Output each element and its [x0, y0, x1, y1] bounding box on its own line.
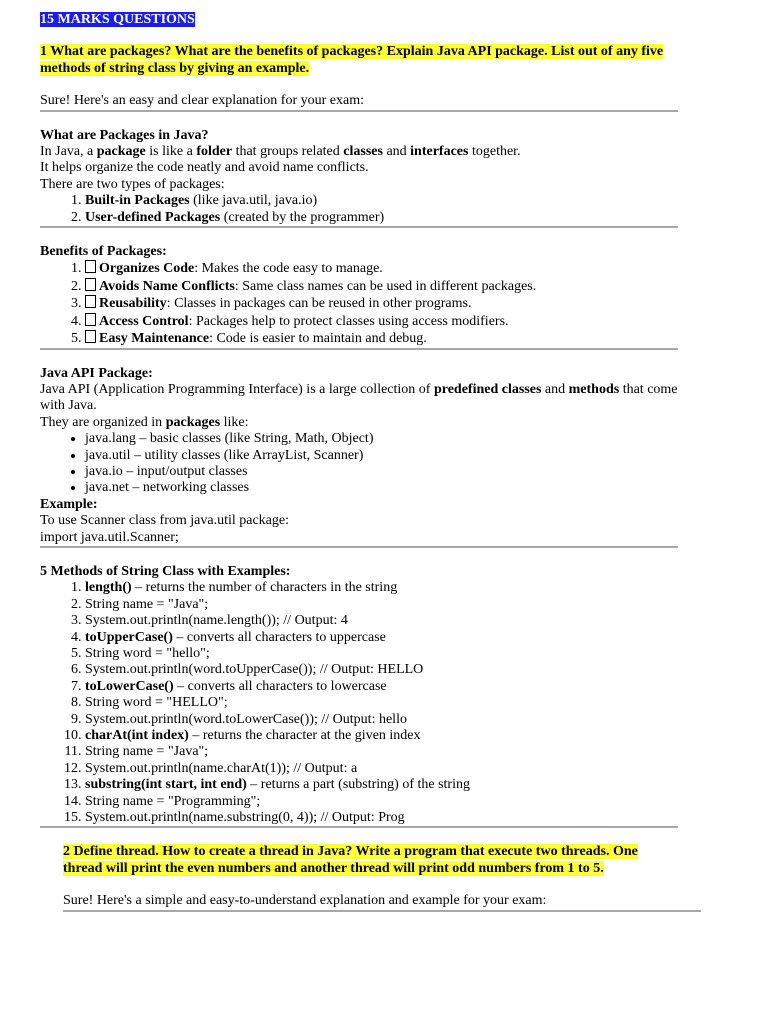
list-item: 12. System.out.println(name.charAt(1)); // Output: a [85, 761, 680, 777]
example-line-1: To use Scanner class from java.util package: [40, 513, 289, 529]
list-item: 3. Reusability: Classes in packages can be reused in other programs. [85, 295, 680, 312]
list-item: 5. Easy Maintenance: Code is easier to maintain and debug. [85, 330, 680, 347]
intro-2: Sure! Here's a simple and easy-to-understand explanation and example for your exam: [63, 893, 547, 909]
list-item: 15. System.out.println(name.substring(0, 4)); // Output: Prog [85, 810, 680, 826]
list-item: • java.util – utility classes (like ArrayList, Scanner) [85, 448, 680, 464]
example-line-2: import java.util.Scanner; [40, 529, 179, 545]
missing-glyph-icon [85, 260, 96, 273]
api-line-1: Java API (Application Programming Interface) is a large collection of predefined classes and methods that come with Java. [40, 381, 678, 414]
api-packages-list [40, 431, 680, 497]
section-tag: 15 MARKS QUESTIONS [40, 12, 195, 27]
heading-benefits: Benefits of Packages: [40, 244, 167, 260]
list-item: 5. String word = "hello"; [85, 646, 680, 662]
missing-glyph-icon [85, 278, 96, 291]
api-line-2: They are organized in packages like: [40, 414, 249, 430]
packages-line-2: It helps organize the code neatly and avoid name conflicts. [40, 160, 369, 176]
string-methods-list [40, 580, 680, 826]
heading-packages: What are Packages in Java? [40, 127, 209, 143]
list-item: 2. Avoids Name Conflicts: Same class names can be used in different packages. [85, 278, 680, 295]
list-item: 1. Organizes Code: Makes the code easy to manage. [85, 260, 680, 277]
list-item: 3. System.out.println(name.length()); // Output: 4 [85, 613, 680, 629]
heading-string-methods: 5 Methods of String Class with Examples: [40, 563, 291, 579]
list-item: 2. String name = "Java"; [85, 597, 680, 613]
package-types-list [40, 193, 680, 226]
divider [63, 910, 701, 912]
intro-1: Sure! Here's an easy and clear explanation for your exam: [40, 93, 364, 109]
list-item: 8. String word = "HELLO"; [85, 695, 680, 711]
list-item: 13. substring(int start, int end) – returns a part (substring) of the string [85, 777, 680, 793]
list-item: 11. String name = "Java"; [85, 744, 680, 760]
missing-glyph-icon [85, 330, 96, 343]
list-item: 9. System.out.println(word.toLowerCase()); // Output: hello [85, 712, 680, 728]
question-2-block [63, 844, 680, 911]
question-1: 1 What are packages? What are the benefits of packages? Explain Java API package. List out of any five methods of string class by giving an example. [40, 44, 664, 76]
heading-java-api: Java API Package: [40, 365, 153, 381]
list-item: 7. toLowerCase() – converts all characters to lowercase [85, 679, 680, 695]
missing-glyph-icon [85, 295, 96, 308]
packages-line-3: There are two types of packages: [40, 176, 225, 192]
list-item: 1. length() – returns the number of characters in the string [85, 580, 680, 596]
list-item: • java.lang – basic classes (like String, Math, Object) [85, 431, 680, 447]
list-item: 2. User-defined Packages (created by the programmer) [85, 210, 680, 226]
list-item: 4. Access Control: Packages help to protect classes using access modifiers. [85, 313, 680, 330]
list-item: 14. String name = "Programming"; [85, 794, 680, 810]
missing-glyph-icon [85, 313, 96, 326]
benefits-list [40, 260, 680, 347]
list-item: • java.net – networking classes [85, 480, 680, 496]
list-item: 4. toUpperCase() – converts all characters to uppercase [85, 630, 680, 646]
list-item: 1. Built-in Packages (like java.util, java.io) [85, 193, 680, 209]
question-2: 2 Define thread. How to create a thread in Java? Write a program that execute two threads. One thread will print the even numbers and another thread will print odd numbers from 1 to 5. [63, 844, 638, 876]
packages-line-1: In Java, a package is like a folder that groups related classes and interfaces together. [40, 144, 521, 160]
list-item: 10. charAt(int index) – returns the character at the given index [85, 728, 680, 744]
example-label: Example: [40, 496, 98, 512]
list-item: 6. System.out.println(word.toUpperCase()); // Output: HELLO [85, 662, 680, 678]
list-item: • java.io – input/output classes [85, 464, 680, 480]
